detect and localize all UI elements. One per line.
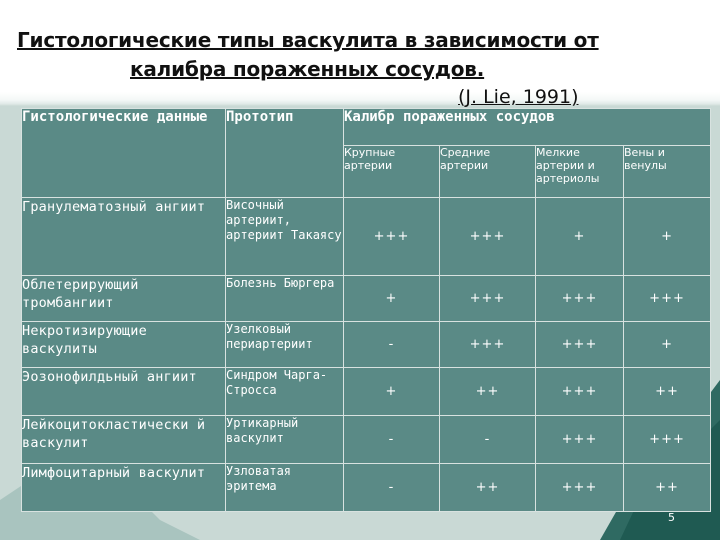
row-value: +++ [624,276,711,322]
row-value: - [344,322,440,368]
row-name: Эозонофилдьный ангиит [22,368,226,416]
row-value: ++ [440,464,536,512]
row-name: Лейкоцитокластически й васкулит [22,416,226,464]
row-value: - [440,416,536,464]
row-name: Некротизирующие васкулиты [22,322,226,368]
header-column: Вены и венулы [624,146,711,198]
row-value: +++ [440,322,536,368]
title-citation: (J. Lie, 1991) [458,86,579,108]
row-value: +++ [536,276,624,322]
title-line-2: калибра пораженных сосудов. [130,57,485,81]
header-column: Крупные артерии [344,146,440,198]
header-caliber: Калибр пораженных сосудов [344,109,711,146]
row-value: + [536,198,624,276]
header-column: Мелкие артерии и артериолы [536,146,624,198]
row-value: + [624,322,711,368]
row-prototype: Уртикарный васкулит [226,416,344,464]
row-value: +++ [440,198,536,276]
row-value: +++ [536,416,624,464]
row-prototype: Узелковый периартериит [226,322,344,368]
row-value: ++ [624,464,711,512]
row-name: Облетерирующий тромбангиит [22,276,226,322]
table-row [22,322,711,368]
row-value: +++ [344,198,440,276]
row-value: +++ [624,416,711,464]
table-row [22,416,711,464]
row-value: +++ [536,322,624,368]
row-value: +++ [440,276,536,322]
row-name: Гранулематозный ангиит [22,198,226,276]
table-row [22,464,711,512]
row-value: +++ [536,368,624,416]
row-prototype: Болезнь Бюргера [226,276,344,322]
row-value: - [344,464,440,512]
page-number: 5 [668,511,675,524]
table-row [22,276,711,322]
header-histology: Гистологические данные [22,109,226,198]
row-prototype: Синдром Чарга-Стросса [226,368,344,416]
row-value: + [344,276,440,322]
row-value: ++ [624,368,711,416]
row-value: + [344,368,440,416]
row-prototype: Узловатая эритема [226,464,344,512]
table-row [22,198,711,276]
table-row [22,368,711,416]
row-value: +++ [536,464,624,512]
header-prototype: Прототип [226,109,344,198]
row-name: Лимфоцитарный васкулит [22,464,226,512]
vasculitis-table [21,108,711,512]
title-line-1: Гистологические типы васкулита в зависимости от [17,28,599,52]
header-column: Средние артерии [440,146,536,198]
row-value: + [624,198,711,276]
row-prototype: Височный артериит, артериит Такаясу [226,198,344,276]
row-value: ++ [440,368,536,416]
row-value: - [344,416,440,464]
